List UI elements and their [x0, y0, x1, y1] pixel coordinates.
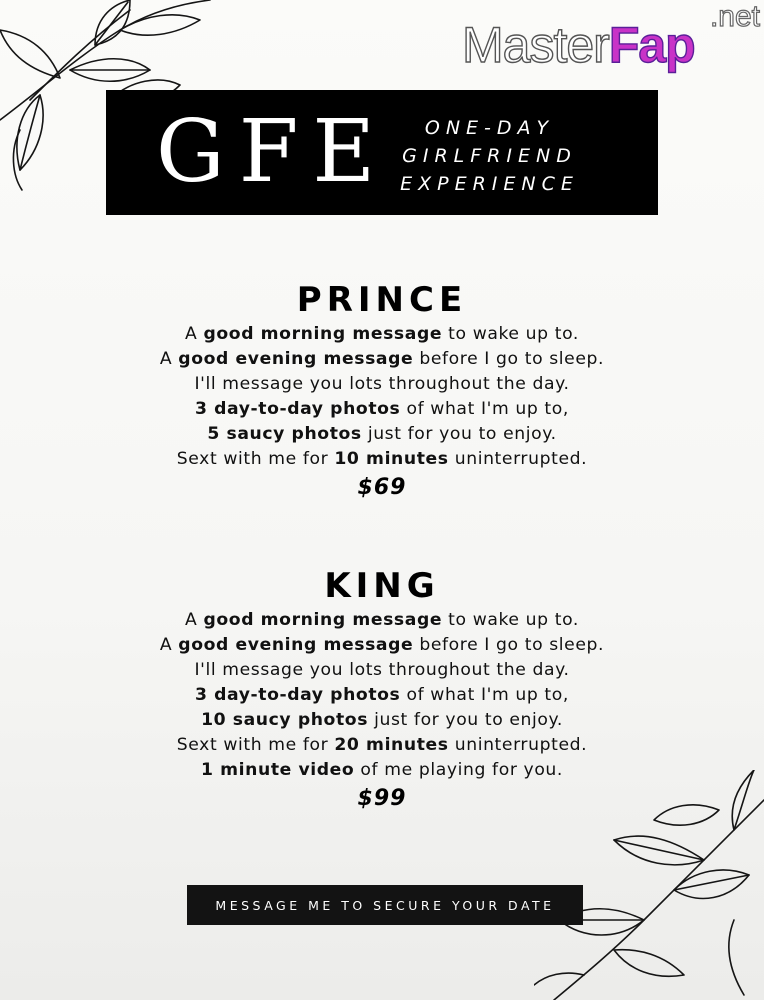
feature-text: just for you to enjoy. [368, 710, 563, 730]
feature-highlight: 20 minutes [334, 735, 449, 755]
feature-text: A [159, 635, 179, 655]
tier-feature-list [0, 322, 764, 472]
feature-text: to wake up to. [442, 324, 579, 344]
feature-text: before I go to sleep. [413, 349, 605, 369]
page-subtitle [392, 114, 587, 198]
feature-highlight: 10 saucy photos [201, 710, 369, 730]
watermark-tld: .net [709, 0, 760, 33]
subtitle-line: EXPERIENCE [400, 173, 579, 195]
feature-text: I'll message you lots throughout the day. [194, 374, 570, 394]
feature-highlight: 1 minute video [201, 760, 355, 780]
feature-line [0, 708, 764, 733]
tier-feature-list [0, 608, 764, 783]
feature-text: A [185, 324, 204, 344]
feature-highlight: 3 day-to-day photos [195, 685, 401, 705]
feature-highlight: 5 saucy photos [207, 424, 362, 444]
feature-highlight: good morning message [203, 324, 443, 344]
feature-text: just for you to enjoy. [361, 424, 557, 444]
feature-highlight: 3 day-to-day photos [195, 399, 401, 419]
feature-line [0, 683, 764, 708]
feature-line [0, 758, 764, 783]
feature-text: uninterrupted. [448, 735, 588, 755]
feature-highlight: good evening message [178, 349, 414, 369]
feature-text: to wake up to. [442, 610, 579, 630]
feature-text: of what I'm up to, [400, 399, 569, 419]
feature-line [0, 608, 764, 633]
tier-price: $99 [357, 786, 407, 811]
feature-text: I'll message you lots throughout the day. [194, 660, 570, 680]
subtitle-line: ONE-DAY [424, 117, 555, 139]
secure-date-button[interactable]: MESSAGE ME TO SECURE YOUR DATE [187, 885, 583, 925]
page-title: GFE [156, 102, 390, 202]
tier-name: KING [324, 566, 440, 606]
feature-text: of what I'm up to, [400, 685, 569, 705]
feature-text: A [159, 349, 179, 369]
watermark-logo [462, 2, 762, 88]
feature-highlight: 10 minutes [334, 449, 449, 469]
header-banner [106, 90, 658, 215]
feature-line [0, 422, 764, 447]
tier-price: $69 [357, 475, 407, 500]
feature-text: A [185, 610, 204, 630]
watermark-brand: MasterFap [462, 17, 695, 73]
feature-text: of me playing for you. [354, 760, 563, 780]
feature-highlight: good evening message [178, 635, 414, 655]
feature-line [0, 347, 764, 372]
subtitle-line: GIRLFRIEND [402, 145, 577, 167]
feature-text: Sext with me for [176, 735, 335, 755]
tier-name: PRINCE [296, 280, 468, 320]
tier-prince [0, 280, 764, 503]
feature-line [0, 397, 764, 422]
feature-line [0, 322, 764, 347]
feature-line [0, 447, 764, 472]
feature-line [0, 733, 764, 758]
feature-line [0, 658, 764, 683]
feature-text: uninterrupted. [448, 449, 588, 469]
feature-line [0, 372, 764, 397]
feature-text: before I go to sleep. [413, 635, 605, 655]
tier-king [0, 566, 764, 814]
feature-line [0, 633, 764, 658]
feature-highlight: good morning message [203, 610, 443, 630]
feature-text: Sext with me for [176, 449, 335, 469]
